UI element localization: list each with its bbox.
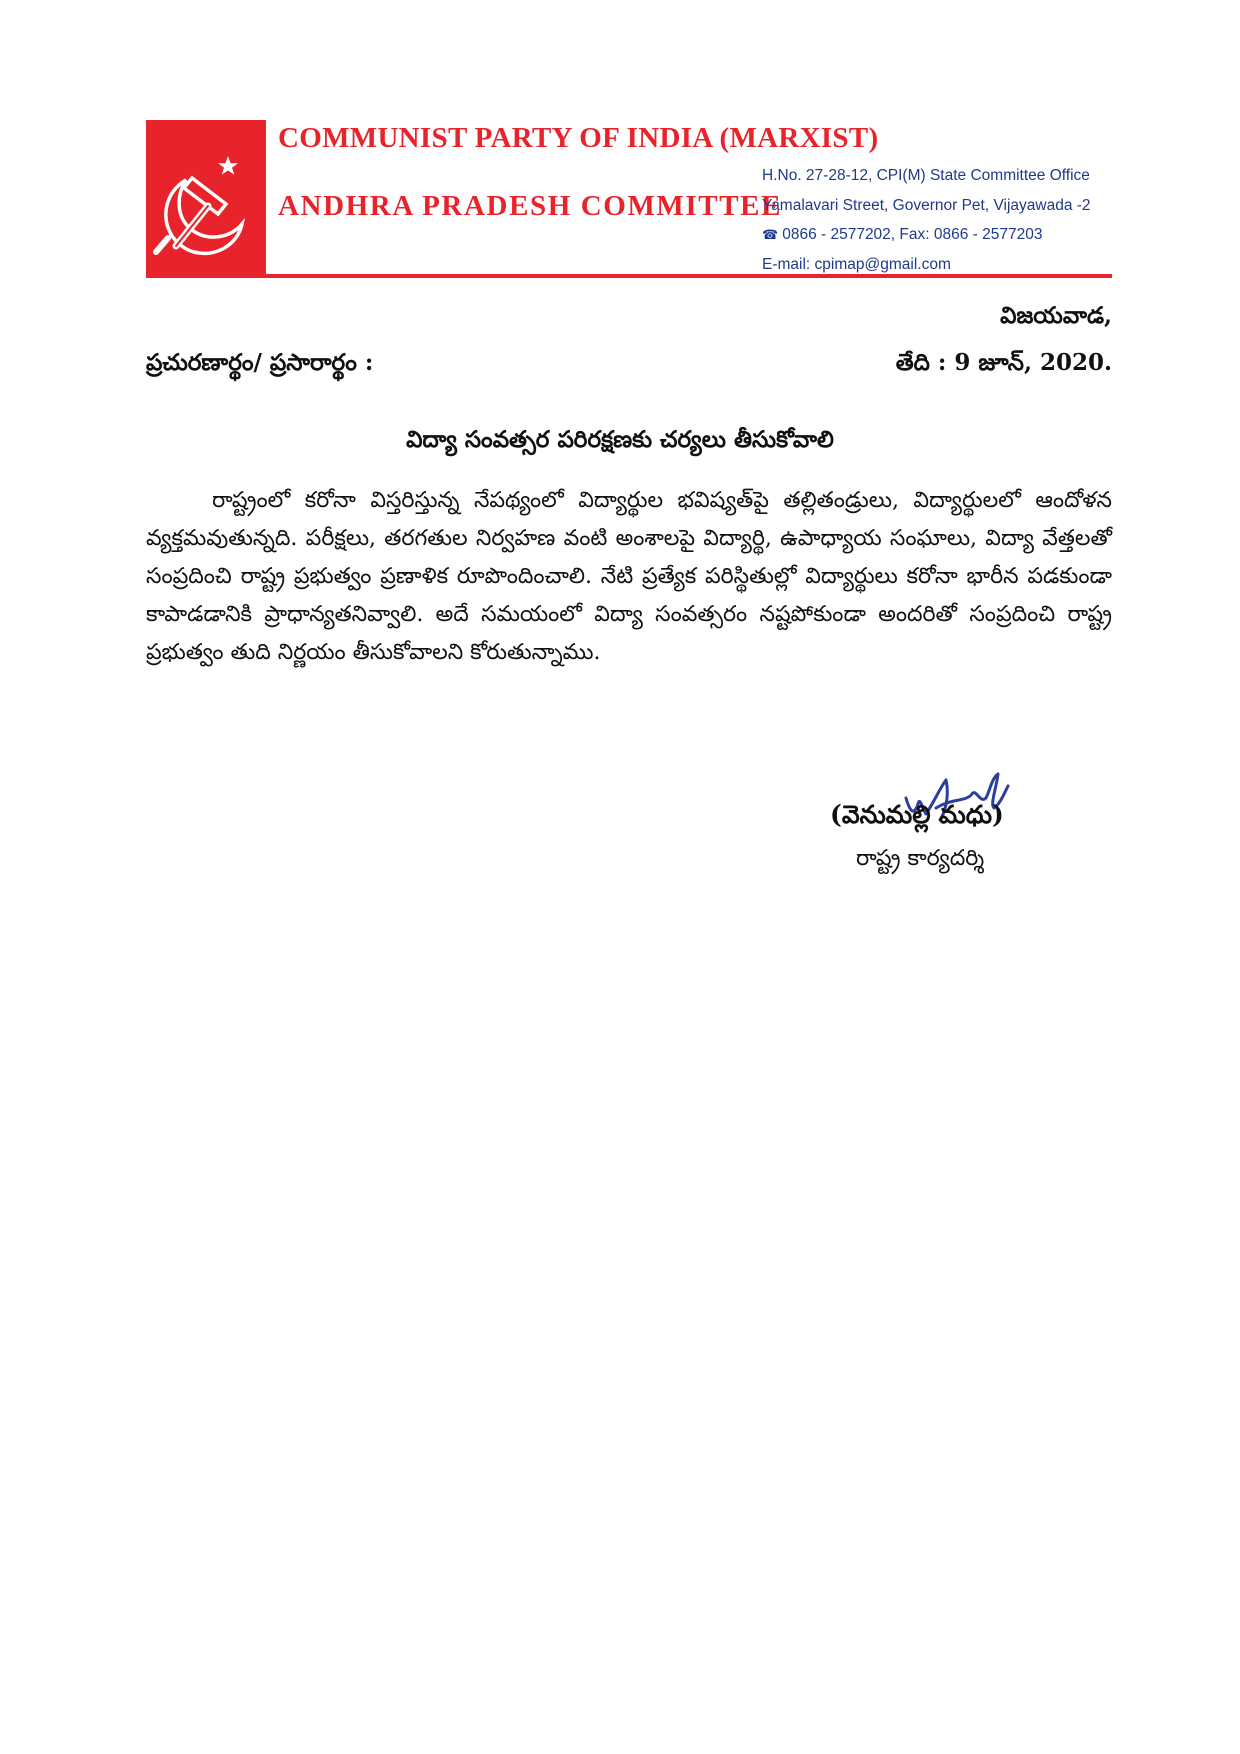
address-line-2: Yamalavari Street, Governor Pet, Vijayawada -2 bbox=[762, 196, 1091, 214]
body-paragraph: రాష్ట్రంలో కరోనా విస్తరిస్తున్న నేపథ్యంలో విద్యార్థుల భవిష్యత్‌పై తల్లితండ్రులు, విద్యార్థులలో ఆందోళన వ్యక్తమవుతున్నది. పరీక్షలు, తరగతుల నిర్వహణ వంటి అంశాలపై విద్యార్థి, ఉపాధ్యాయ సంఘాలు, విద్యా వేత్తలతో సంప్రదించి రాష్ట్ర ప్రభుత్వం ప్రణాళిక రూపొందించాలి. నేటి ప్రత్యేక పరిస్థితుల్లో విద్యార్థులు కరోనా భారీన పడకుండా కాపాడడానికి ప్రాధాన్యతనివ్వాలి. అదే సమయంలో విద్యా సంవత్సరం నష్టపోకుండా అందరితో సంప్రదించి రాష్ట్ర ప్రభుత్వం తుది నిర్ణయం తీసుకోవాలని కోరుతున్నాము. bbox=[146, 488, 1112, 665]
party-logo bbox=[146, 120, 266, 278]
subject-heading: విద్యా సంవత్సర పరిరక్షణకు చర్యలు తీసుకోవాలి bbox=[406, 426, 834, 453]
org-name: COMMUNIST PARTY OF INDIA (MARXIST) bbox=[278, 122, 879, 154]
letterhead bbox=[146, 120, 1112, 278]
email-link[interactable]: E-mail: cpimap@gmail.com bbox=[762, 255, 951, 273]
date: తేది : 9 జూన్, 2020. bbox=[895, 349, 1112, 376]
signatory-title: రాష్ట్ర కార్యదర్శి bbox=[856, 846, 985, 871]
release-label: ప్రచురణార్థం/ ప్రసారార్థం : bbox=[146, 349, 374, 376]
contact-block bbox=[762, 161, 1091, 279]
place: విజయవాడ, bbox=[1000, 302, 1112, 329]
signatory-name: (వెనుమల్లి మధు) bbox=[830, 800, 1004, 829]
phone-icon: ☎ bbox=[762, 227, 779, 242]
phone-fax: 0866 - 2577202, Fax: 0866 - 2577203 bbox=[782, 226, 1043, 243]
address-line-1: H.No. 27-28-12, CPI(M) State Committee Office bbox=[762, 167, 1090, 184]
phone-line bbox=[762, 220, 1091, 250]
org-committee: ANDHRA PRADESH COMMITTEE bbox=[278, 190, 783, 222]
signature-block bbox=[830, 770, 1070, 880]
header-rule bbox=[266, 274, 1112, 278]
hammer-sickle-star-icon bbox=[146, 120, 266, 278]
